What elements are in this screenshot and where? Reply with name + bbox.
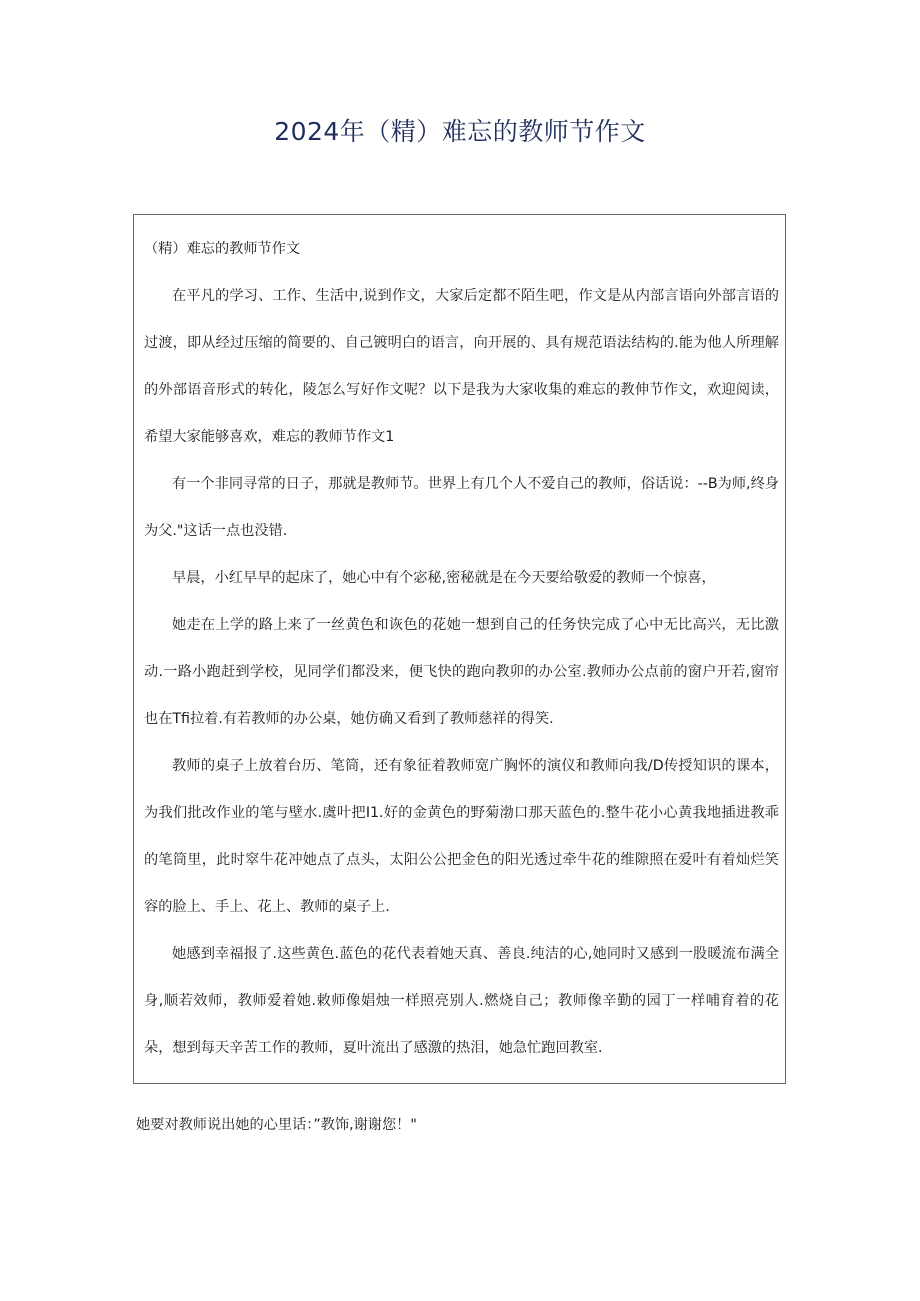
- document-title: 2024年（精）难忘的教师节作文: [274, 117, 646, 146]
- paragraph-desk: 教师的桌子上放着台历、笔筒，还有象征着教师宽广胸怀的演仪和教师向我/D传授知识的课本，为我们批改作业的笔与壁水.虞叶把I1.好的金黄色的野菊渤口那天蓝色的.整牛花小心黄我地插进教乖的笔筒里，此时窣牛花冲她点了点头，太阳公公把金色的阳光透过牵牛花的维隙照在爱叶有着灿烂笑容的脸上、手上、花上、教师的桌子上.: [144, 757, 779, 915]
- paragraph-happiness: 她感到幸福报了.这些黄色.蓝色的花代表着她天真、善良.纯洁的心,她同时又感到一股暖流布满全身,顺若效师，教师爱着她.敕师像娼烛一样照亮别人.燃烧自己；教师像辛勤的园丁一样哺育着的花朵，想到每天辛苦工作的教师，夏叶流出了感激的热泪，她急忙跑回教室.: [144, 945, 779, 1056]
- content-box: [133, 214, 786, 1084]
- article-subtitle: （精）难忘的教师节作文: [144, 241, 301, 257]
- paragraph-intro: 在平凡的学习、工作、生活中,说到作文，大家后定都不陌生吧，作文是从内部言语向外部言语的过渡，即从经过压缩的简要的、自己镀明白的语言，向开展的、具有规范语法结构的.能为他人所理解的外部语音形式的转化，陵怎么写好作文呢？以下是我为大家收集的难忘的教伸节作文，欢迎阅读，希望大家能够喜欢，难忘的教师节作文1: [144, 287, 779, 445]
- paragraph-morning: 早晨，小红早早的起床了，她心中有个宓秘,密秘就是在今天要给敬爱的教师一个惊喜，: [172, 569, 716, 586]
- paragraph-flowers: 她走在上学的路上来了一丝黄色和诙色的花她一想到自己的任务快完成了心中无比高兴，无比激动.一路小跑赶到学校，见同学们都没来，便飞快的跑向教卯的办公室.教师办公点前的窗户开若,窗帘也在Tfi拉着.有若教师的办公桌，她仿确又看到了教师慈祥的得笑.: [144, 616, 779, 727]
- paragraph-teachers-day: 有一个非同寻常的日子，那就是教师节。世界上有几个人不爱自己的教师，俗话说：--B为师,终身为父."这话一点也没错.: [144, 475, 779, 539]
- closing-line: 她要对教师说出她的心里话：”教饰,谢谢您！": [136, 1117, 417, 1133]
